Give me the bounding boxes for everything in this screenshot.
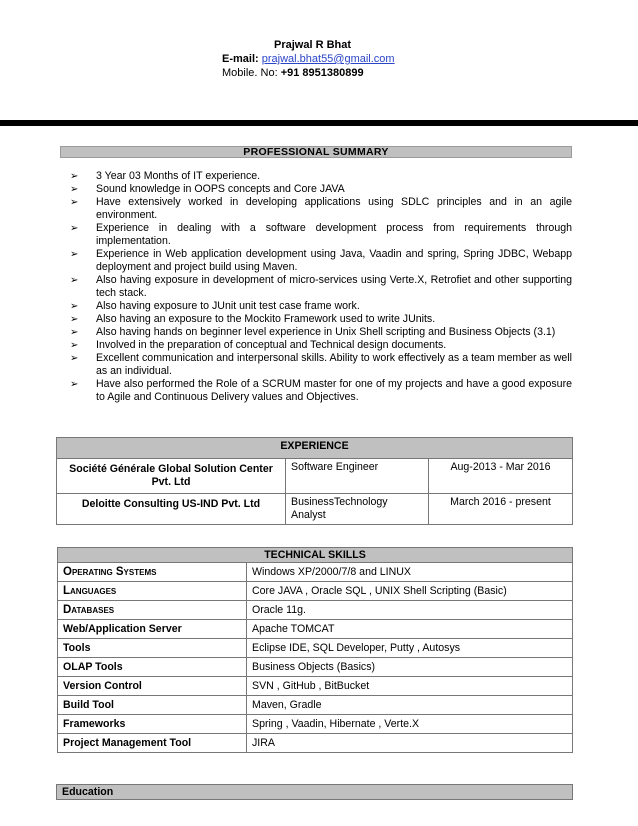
skill-category: Build Tool <box>58 696 247 715</box>
arrow-bullet-icon: ➢ <box>70 223 79 234</box>
company-name: Société Générale Global Solution Center Pvt. Ltd <box>57 459 286 494</box>
skill-value: Spring , Vaadin, Hibernate , Verte.X <box>247 715 573 734</box>
skill-category: Operating Systems <box>58 563 247 582</box>
summary-text: Have also performed the Role of a SCRUM master for one of my projects and have a good exposure to Agile and Continuous Delivery values and Objectives. <box>96 378 572 403</box>
summary-text: Experience in dealing with a software development process from requirements through implementation. <box>96 222 572 247</box>
summary-item <box>64 313 572 326</box>
education-heading: Education <box>56 784 573 800</box>
email-line <box>222 52 395 66</box>
summary-text: Sound knowledge in OOPS concepts and Core JAVA <box>96 183 345 195</box>
skill-row <box>58 696 573 715</box>
skill-category: Tools <box>58 639 247 658</box>
skill-category: Project Management Tool <box>58 734 247 753</box>
experience-table <box>56 437 573 525</box>
skill-row <box>58 639 573 658</box>
company-name: Deloitte Consulting US-IND Pvt. Ltd <box>57 494 286 525</box>
skill-row <box>58 658 573 677</box>
skill-value: SVN , GitHub , BitBucket <box>247 677 573 696</box>
skill-value: Core JAVA , Oracle SQL , UNIX Shell Scripting (Basic) <box>247 582 573 601</box>
summary-item <box>64 339 572 352</box>
skill-row <box>58 715 573 734</box>
arrow-bullet-icon: ➢ <box>70 301 79 312</box>
skill-value: Business Objects (Basics) <box>247 658 573 677</box>
skill-value: Eclipse IDE, SQL Developer, Putty , Autosys <box>247 639 573 658</box>
arrow-bullet-icon: ➢ <box>70 184 79 195</box>
summary-item <box>64 378 572 404</box>
arrow-bullet-icon: ➢ <box>70 327 79 338</box>
skills-heading: TECHNICAL SKILLS <box>58 548 573 563</box>
skill-category: Web/Application Server <box>58 620 247 639</box>
arrow-bullet-icon: ➢ <box>70 379 79 390</box>
summary-item <box>64 170 572 183</box>
mobile-number: +91 8951380899 <box>280 67 364 79</box>
skill-category: Version Control <box>58 677 247 696</box>
experience-row <box>57 459 573 494</box>
email-link[interactable]: prajwal.bhat55@gmail.com <box>261 53 395 65</box>
skill-row <box>58 601 573 620</box>
skill-value: Windows XP/2000/7/8 and LINUX <box>247 563 573 582</box>
summary-text: Experience in Web application development using Java, Vaadin and spring, Spring JDBC, Webapp deployment and project build using Maven. <box>96 248 572 273</box>
summary-list <box>64 170 572 404</box>
job-period: March 2016 - present <box>429 494 573 525</box>
summary-text: Also having exposure in development of micro-services using Verte.X, Retrofiet and other supporting tech stack. <box>96 274 572 299</box>
arrow-bullet-icon: ➢ <box>70 314 79 325</box>
summary-item <box>64 196 572 222</box>
summary-text: Also having exposure to JUnit unit test case frame work. <box>96 300 360 312</box>
skill-category: Databases <box>58 601 247 620</box>
skill-value: Apache TOMCAT <box>247 620 573 639</box>
header-divider <box>0 120 638 126</box>
summary-text: Excellent communication and interpersonal skills. Ability to work effectively as a team member as well as an individual. <box>96 352 572 377</box>
summary-heading: PROFESSIONAL SUMMARY <box>60 146 572 158</box>
summary-text: Involved in the preparation of conceptual and Technical design documents. <box>96 339 447 351</box>
skill-category: Languages <box>58 582 247 601</box>
summary-item <box>64 326 572 339</box>
skill-category: OLAP Tools <box>58 658 247 677</box>
summary-text: Have extensively worked in developing applications using SDLC principles and in an agile environment. <box>96 196 572 221</box>
arrow-bullet-icon: ➢ <box>70 197 79 208</box>
skill-value: JIRA <box>247 734 573 753</box>
summary-item <box>64 300 572 313</box>
job-period: Aug-2013 - Mar 2016 <box>429 459 573 494</box>
email-label: E-mail: <box>222 53 259 65</box>
job-role: Software Engineer <box>286 459 429 494</box>
summary-item <box>64 274 572 300</box>
summary-item <box>64 352 572 378</box>
candidate-name: Prajwal R Bhat <box>274 39 352 51</box>
skills-table <box>57 547 573 753</box>
experience-heading: EXPERIENCE <box>57 438 573 459</box>
experience-row <box>57 494 573 525</box>
skill-value: Maven, Gradle <box>247 696 573 715</box>
skill-category: Frameworks <box>58 715 247 734</box>
arrow-bullet-icon: ➢ <box>70 275 79 286</box>
skill-row <box>58 620 573 639</box>
skill-row <box>58 734 573 753</box>
mobile-label: Mobile. No: <box>222 67 278 79</box>
arrow-bullet-icon: ➢ <box>70 171 79 182</box>
contact-header <box>222 38 395 80</box>
mobile-line <box>222 66 395 80</box>
summary-item <box>64 248 572 274</box>
summary-item <box>64 183 572 196</box>
summary-item <box>64 222 572 248</box>
job-role: BusinessTechnology Analyst <box>286 494 429 525</box>
arrow-bullet-icon: ➢ <box>70 249 79 260</box>
summary-text: Also having an exposure to the Mockito Framework used to write JUnits. <box>96 313 436 325</box>
summary-text: Also having hands on beginner level experience in Unix Shell scripting and Business Objects (3.1) <box>96 326 556 338</box>
summary-text: 3 Year 03 Months of IT experience. <box>96 170 261 182</box>
skill-row <box>58 582 573 601</box>
arrow-bullet-icon: ➢ <box>70 353 79 364</box>
skill-value: Oracle 11g. <box>247 601 573 620</box>
skill-row <box>58 563 573 582</box>
skill-row <box>58 677 573 696</box>
arrow-bullet-icon: ➢ <box>70 340 79 351</box>
